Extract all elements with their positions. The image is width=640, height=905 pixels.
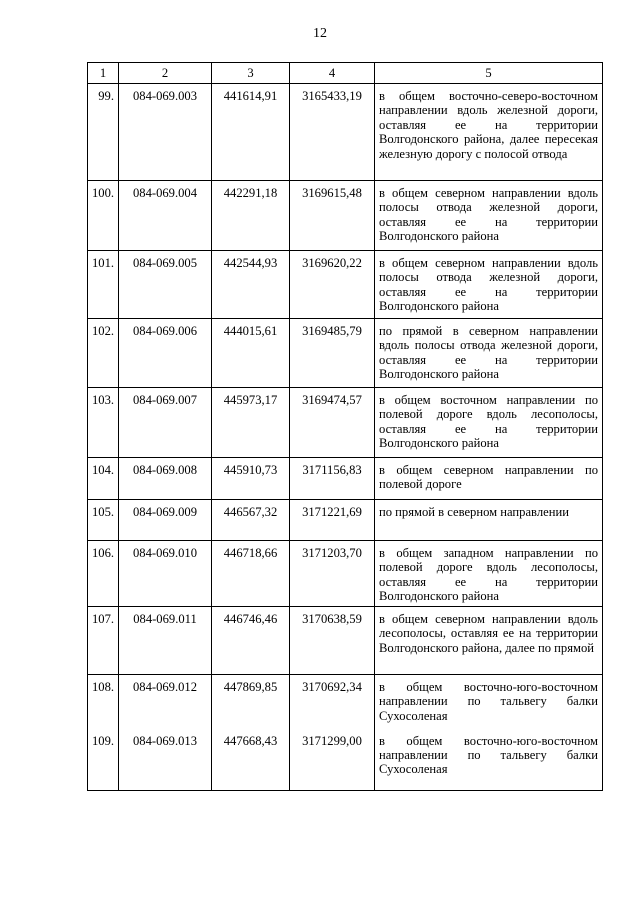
description-cell: в общем восточно-юго-восточном направлении по тальвегу балки Сухосоленая [375, 729, 603, 791]
table-row [88, 181, 603, 251]
x-coordinate-cell: 445973,17 [212, 388, 290, 458]
description-cell: в общем северном направлении вдоль лесополосы, оставляя ее на территории Волгодонского района, далее по прямой [375, 607, 603, 675]
point-number-cell: 99. [88, 84, 119, 181]
column-header: 2 [119, 63, 212, 84]
y-coordinate-cell: 3169474,57 [290, 388, 375, 458]
y-coordinate-cell: 3171299,00 [290, 729, 375, 791]
x-coordinate-cell: 446718,66 [212, 541, 290, 607]
description-cell: в общем восточно-северо-восточном направлении вдоль железной дороги, оставляя ее на территории Волгодонского района, далее пересекая железную дорогу с полосой отвода [375, 84, 603, 181]
table-row [88, 541, 603, 607]
point-code-cell: 084-069.006 [119, 319, 212, 388]
y-coordinate-cell: 3170692,34 [290, 675, 375, 729]
y-coordinate-cell: 3169615,48 [290, 181, 375, 251]
y-coordinate-cell: 3171156,83 [290, 458, 375, 500]
page-number: 12 [313, 26, 327, 41]
table-row [88, 458, 603, 500]
description-cell: в общем северном направлении вдоль полосы отвода железной дороги, оставляя ее на территории Волгодонского района [375, 251, 603, 319]
description-cell: в общем северном направлении вдоль полосы отвода железной дороги, оставляя ее на территории Волгодонского района [375, 181, 603, 251]
point-number-cell: 102. [88, 319, 119, 388]
point-code-cell: 084-069.003 [119, 84, 212, 181]
x-coordinate-cell: 442291,18 [212, 181, 290, 251]
table-row [88, 675, 603, 729]
y-coordinate-cell: 3171203,70 [290, 541, 375, 607]
point-code-cell: 084-069.010 [119, 541, 212, 607]
x-coordinate-cell: 444015,61 [212, 319, 290, 388]
y-coordinate-cell: 3165433,19 [290, 84, 375, 181]
column-header: 1 [88, 63, 119, 84]
description-cell: в общем северном направлении по полевой дороге [375, 458, 603, 500]
table-row [88, 729, 603, 791]
point-code-cell: 084-069.012 [119, 675, 212, 729]
column-header: 4 [290, 63, 375, 84]
table-row [88, 388, 603, 458]
column-header: 3 [212, 63, 290, 84]
x-coordinate-cell: 447668,43 [212, 729, 290, 791]
point-number-cell: 108. [88, 675, 119, 729]
point-number-cell: 105. [88, 500, 119, 541]
point-number-cell: 107. [88, 607, 119, 675]
description-cell: в общем восточно-юго-восточном направлении по тальвегу балки Сухосоленая [375, 675, 603, 729]
point-code-cell: 084-069.007 [119, 388, 212, 458]
table-row [88, 251, 603, 319]
point-number-cell: 100. [88, 181, 119, 251]
description-cell: по прямой в северном направлении [375, 500, 603, 541]
point-code-cell: 084-069.004 [119, 181, 212, 251]
point-code-cell: 084-069.013 [119, 729, 212, 791]
description-cell: в общем западном направлении по полевой дороге вдоль лесополосы, оставляя ее на территории Волгодонского района [375, 541, 603, 607]
column-header: 5 [375, 63, 603, 84]
point-code-cell: 084-069.011 [119, 607, 212, 675]
table-row [88, 319, 603, 388]
table-header-row [88, 63, 603, 84]
point-number-cell: 104. [88, 458, 119, 500]
description-cell: в общем восточном направлении по полевой дороге вдоль лесополосы, оставляя ее на территории Волгодонского района [375, 388, 603, 458]
table-row [88, 84, 603, 181]
point-number-cell: 106. [88, 541, 119, 607]
point-code-cell: 084-069.005 [119, 251, 212, 319]
x-coordinate-cell: 442544,93 [212, 251, 290, 319]
point-number-cell: 103. [88, 388, 119, 458]
x-coordinate-cell: 446746,46 [212, 607, 290, 675]
y-coordinate-cell: 3170638,59 [290, 607, 375, 675]
point-code-cell: 084-069.009 [119, 500, 212, 541]
table-row [88, 500, 603, 541]
x-coordinate-cell: 446567,32 [212, 500, 290, 541]
point-number-cell: 109. [88, 729, 119, 791]
x-coordinate-cell: 445910,73 [212, 458, 290, 500]
y-coordinate-cell: 3169620,22 [290, 251, 375, 319]
table-row [88, 607, 603, 675]
x-coordinate-cell: 447869,85 [212, 675, 290, 729]
y-coordinate-cell: 3169485,79 [290, 319, 375, 388]
point-number-cell: 101. [88, 251, 119, 319]
x-coordinate-cell: 441614,91 [212, 84, 290, 181]
description-cell: по прямой в северном направлении вдоль полосы отвода железной дороги, оставляя ее на территории Волгодонского района [375, 319, 603, 388]
boundary-description-table [87, 62, 603, 791]
point-code-cell: 084-069.008 [119, 458, 212, 500]
y-coordinate-cell: 3171221,69 [290, 500, 375, 541]
